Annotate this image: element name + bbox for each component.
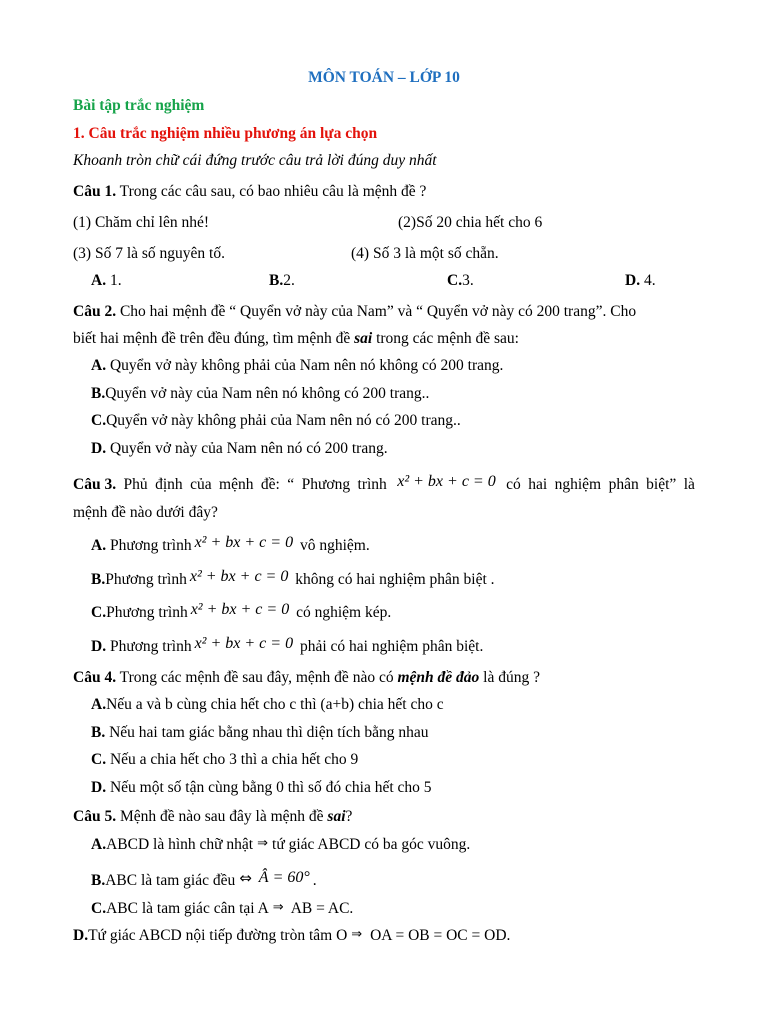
q2-option-a[interactable]: A. Quyển vở này không phải của Nam nên nó không có 200 trang. xyxy=(91,357,504,374)
page-title: MÔN TOÁN – LỚP 10 xyxy=(308,69,460,86)
question-label: Câu 2. xyxy=(73,303,117,320)
q5-option-c[interactable]: C.ABC là tam giác cân tại A ⇒ AB = AC. xyxy=(91,900,354,917)
q5-option-d[interactable]: D.Tứ giác ABCD nội tiếp đường tròn tâm O ⇒ OA = OB = OC = OD. xyxy=(73,927,511,944)
equation: x² + bx + c = 0 xyxy=(190,601,290,618)
q1-option-b[interactable]: B.2. xyxy=(269,272,295,289)
q3-option-d[interactable]: D. Phương trình x² + bx + c = 0 phải có hai nghiệm phân biệt. xyxy=(91,635,484,655)
question-3: Câu 3. Phủ định của mệnh đề: “ Phương trình x² + bx + c = 0 có hai nghiệm phân biệt” là xyxy=(73,473,695,493)
equation: x² + bx + c = 0 xyxy=(194,635,294,652)
q5-option-b[interactable]: B.ABC là tam giác đều ⇔ Â = 60° . xyxy=(91,869,317,889)
question-2: Câu 2. Cho hai mệnh đề “ Quyển vở này của Nam” và “ Quyển vở này có 200 trang”. Cho xyxy=(73,303,637,320)
q2-option-d[interactable]: D. Quyển vở này của Nam nên nó có 200 trang. xyxy=(91,440,388,457)
equation: x² + bx + c = 0 xyxy=(397,473,496,490)
question-text: Trong các câu sau, có bao nhiêu câu là mệnh đề ? xyxy=(116,183,427,200)
question-label: Câu 3. xyxy=(73,476,117,493)
q5-option-a[interactable]: A.ABCD là hình chữ nhật ⇒ tứ giác ABCD có ba góc vuông. xyxy=(91,836,471,853)
q1-option-a[interactable]: A. 1. xyxy=(91,272,122,289)
q1-option-d[interactable]: D. 4. xyxy=(625,272,656,289)
equation: x² + bx + c = 0 xyxy=(194,534,294,551)
question-label: Câu 5. xyxy=(73,808,117,825)
q4-option-a[interactable]: A.Nếu a và b cùng chia hết cho c thì (a+b) chia hết cho c xyxy=(91,696,444,713)
subsection-heading: 1. Câu trắc nghiệm nhiều phương án lựa chọn xyxy=(73,125,378,142)
instruction-text: Khoanh tròn chữ cái đứng trước câu trả lời đúng duy nhất xyxy=(73,152,437,169)
question-4: Câu 4. Trong các mệnh đề sau đây, mệnh đề nào có mệnh đề đảo là đúng ? xyxy=(73,669,540,686)
q1-option-c[interactable]: C.3. xyxy=(447,272,474,289)
q1-statement-3: (3) Số 7 là số nguyên tố. xyxy=(73,245,225,262)
q3-option-c[interactable]: C.Phương trình x² + bx + c = 0 có nghiệm kép. xyxy=(91,601,392,621)
question-2-line-2: biết hai mệnh đề trên đều đúng, tìm mệnh đề sai trong các mệnh đề sau: xyxy=(73,330,519,347)
q4-option-c[interactable]: C. Nếu a chia hết cho 3 thì a chia hết cho 9 xyxy=(91,751,359,768)
question-label: Câu 1. xyxy=(73,183,117,200)
question-label: Câu 4. xyxy=(73,669,117,686)
equation: x² + bx + c = 0 xyxy=(189,568,289,585)
question-3-line-2: mệnh đề nào dưới đây? xyxy=(73,504,218,521)
section-heading: Bài tập trắc nghiệm xyxy=(73,97,205,114)
q1-statement-2: (2)Số 20 chia hết cho 6 xyxy=(398,214,543,231)
implies-icon: ⇒ xyxy=(257,836,269,851)
implies-icon: ⇒ xyxy=(351,927,363,942)
q1-statement-4: (4) Số 3 là một số chẵn. xyxy=(351,245,499,262)
equation: Â = 60° xyxy=(258,869,310,886)
q2-option-c[interactable]: C.Quyển vở này không phải của Nam nên nó có 200 trang.. xyxy=(91,412,461,429)
question-1 xyxy=(73,182,426,202)
q1-statement-1: (1) Chăm chỉ lên nhé! xyxy=(73,214,210,231)
q4-option-b[interactable]: B. Nếu hai tam giác bằng nhau thì diện tích bằng nhau xyxy=(91,724,429,741)
question-5: Câu 5. Mệnh đề nào sau đây là mệnh đề sai? xyxy=(73,808,353,825)
q3-option-a[interactable]: A. Phương trình x² + bx + c = 0 vô nghiệm. xyxy=(91,534,370,554)
q3-option-b[interactable]: B.Phương trình x² + bx + c = 0 không có hai nghiệm phân biệt . xyxy=(91,568,495,588)
q4-option-d[interactable]: D. Nếu một số tận cùng bằng 0 thì số đó chia hết cho 5 xyxy=(91,779,432,796)
q2-option-b[interactable]: B.Quyển vở này của Nam nên nó không có 200 trang.. xyxy=(91,385,430,402)
iff-icon: ⇔ xyxy=(239,869,252,887)
implies-icon: ⇒ xyxy=(272,900,284,915)
